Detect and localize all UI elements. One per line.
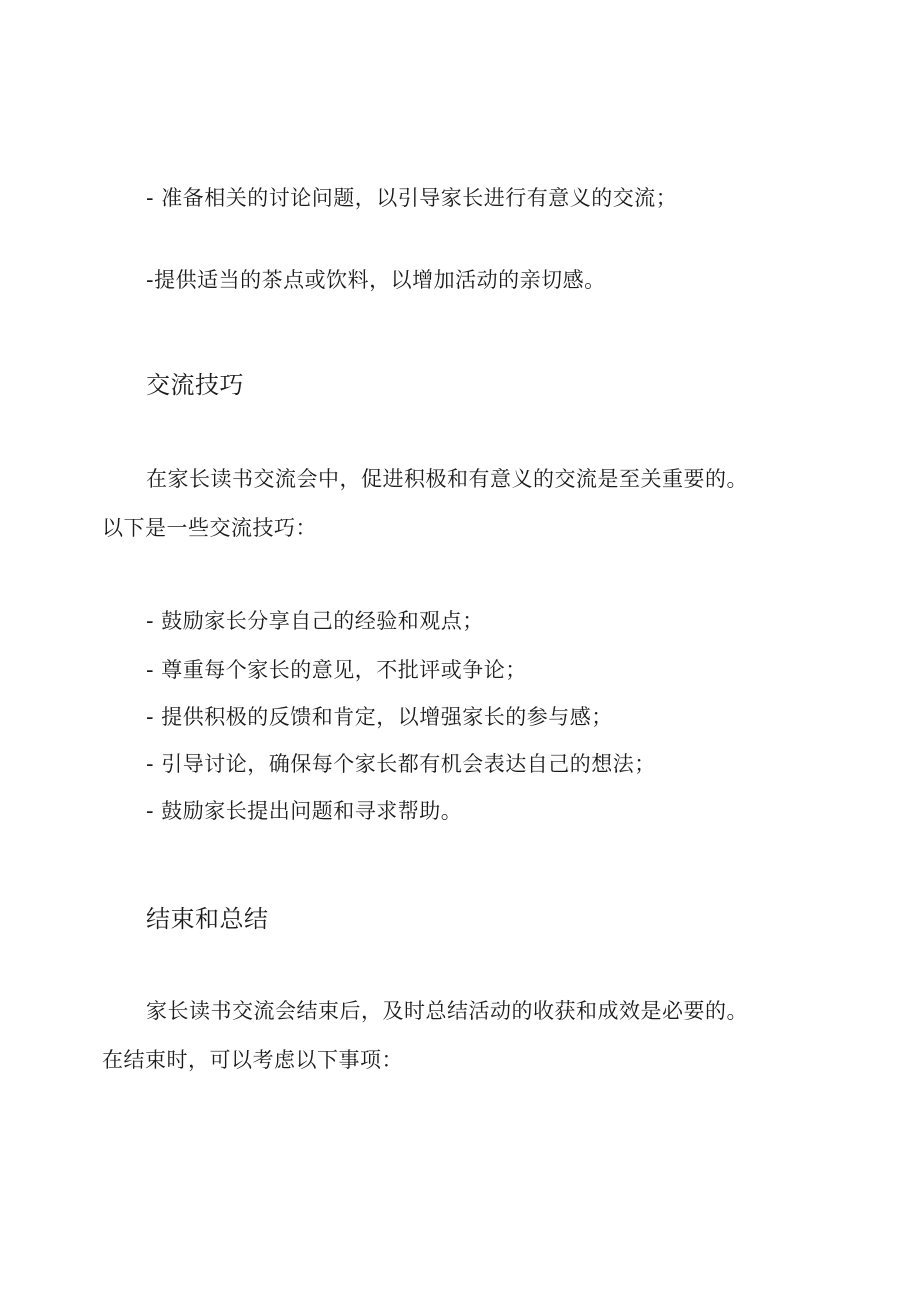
list-item: - 引导讨论，确保每个家长都有机会表达自己的想法； bbox=[146, 752, 656, 776]
list-item: - 准备相关的讨论问题，以引导家长进行有意义的交流； bbox=[146, 186, 678, 210]
list-item: - 提供积极的反馈和肯定，以增强家长的参与感； bbox=[146, 705, 613, 729]
section-heading-closing: 结束和总结 bbox=[146, 905, 269, 933]
paragraph-line: 以下是一些交流技巧： bbox=[102, 516, 317, 540]
paragraph-line: 在家长读书交流会中，促进积极和有意义的交流是至关重要的。 bbox=[146, 467, 748, 491]
paragraph-line: 家长读书交流会结束后，及时总结活动的收获和成效是必要的。 bbox=[146, 999, 748, 1023]
list-item: - 鼓励家长分享自己的经验和观点； bbox=[146, 609, 484, 633]
section-heading-communication: 交流技巧 bbox=[146, 371, 244, 399]
list-item: - 尊重每个家长的意见，不批评或争论； bbox=[146, 658, 527, 682]
paragraph-line: 在结束时，可以考虑以下事项： bbox=[102, 1048, 403, 1072]
list-item: -提供适当的茶点或饮料，以增加活动的亲切感。 bbox=[146, 268, 606, 292]
list-item: - 鼓励家长提出问题和寻求帮助。 bbox=[146, 799, 463, 823]
